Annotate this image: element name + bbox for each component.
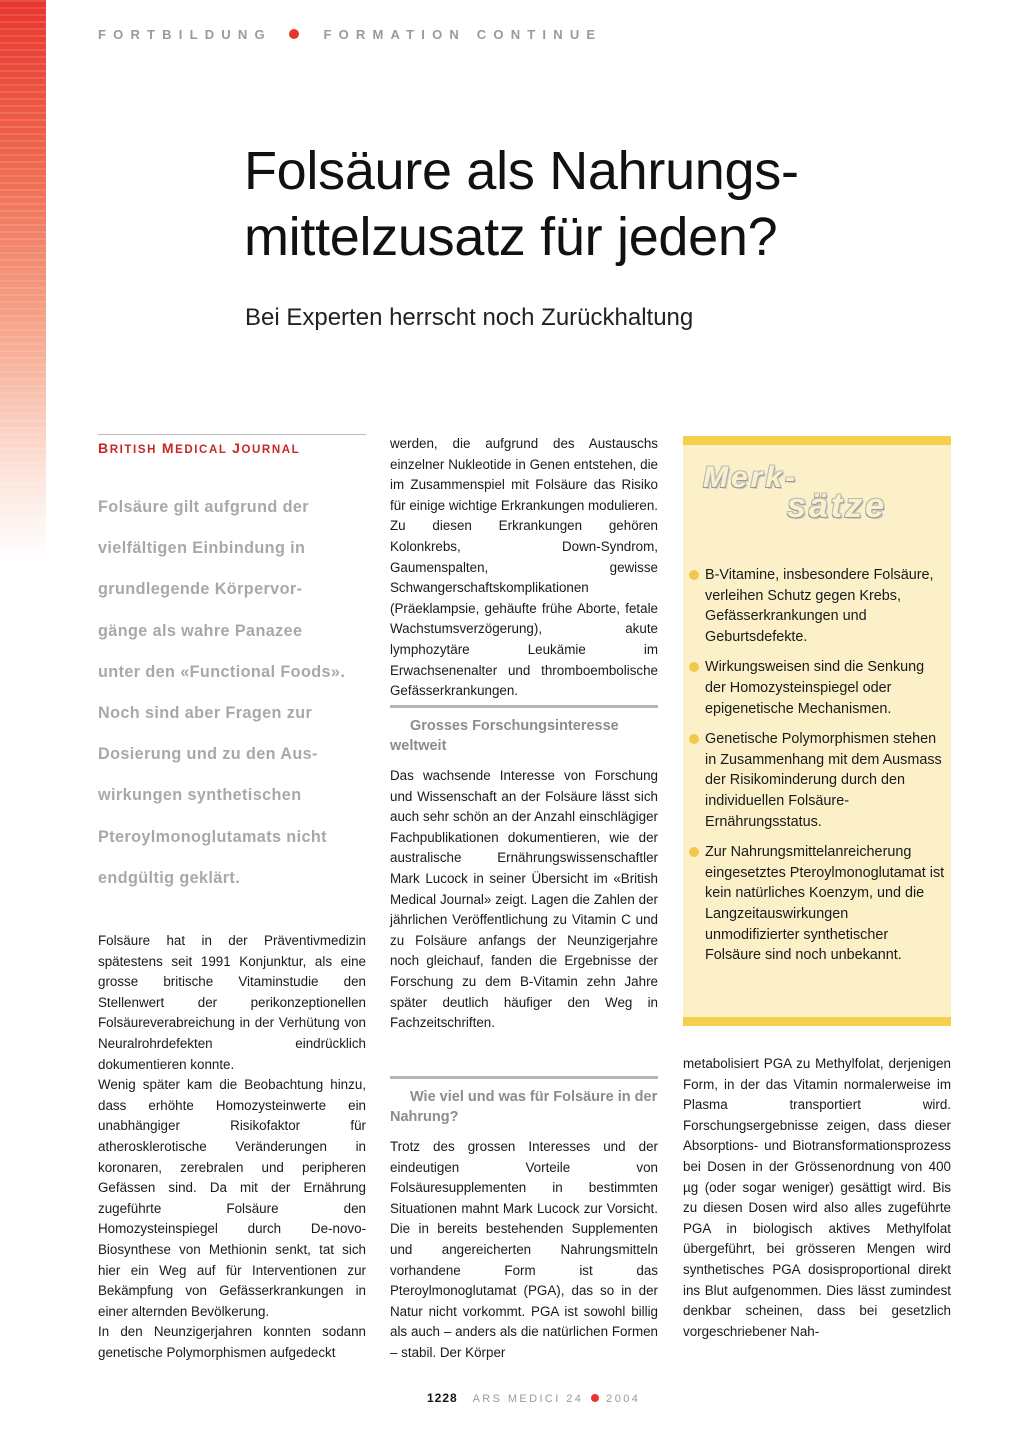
body-paragraph: Das wachsende Interesse von Forschung und Wissenschaft an der Folsäure lässt sich auch sehr schön an der Anzahl einschlägiger Fachpublikationen dokumentieren, wie der australische Ernährungswissenschaftler Mark Lucock in seiner Übersicht im «British Medical Journal» zeigt. Lagen die Zahlen der jährlichen Veröffentlichung zu Vitamin C und zu Folsäure anfangs der Neunzigerjahre noch gleichauf, fanden die Ergebnisse der Forschung zu dem B-Vitamin zehn Jahre später deutlich häufiger den Weg in Fachzeitschriften. (390, 768, 658, 1031)
bullet-icon (689, 734, 699, 744)
header-right: FORMATION CONTINUE (323, 27, 603, 42)
lead-paragraph: Folsäure gilt aufgrund der vielfältigen Einbindung in grundlegende Körpervor- gänge als wahre Panazee unter den «Functional Foods». Noch sind aber Fragen zur Dosierung und zu den Aus- wirkungen synthetischen Pteroylmonoglutamats nicht endgültig geklärt. (98, 498, 346, 887)
body-paragraph: Wenig später kam die Beobachtung hinzu, dass erhöhte Homozysteinwerte ein unabhängiger Risikofaktor für atherosklerotische Veränderungen in koronaren, zerebralen und peripheren Gefässen sind. Da mit der Ernährung zugeführte Folsäure den Homozysteinspiegel durch De-novo-Biosynthese von Methionin senkt, tat sich hier ein Weg auf für Interventionen zur Bekämpfung von Gefässerkrankungen in einer alternden Bevölkerung. (98, 1077, 366, 1319)
body-paragraph: In den Neunzigerjahren konnten sodann genetische Polymorphismen aufgedeckt (98, 1324, 366, 1360)
body-paragraph: werden, die aufgrund des Austauschs einzelner Nukleotide in Genen entstehen, die im Zusammenspiel mit Folsäure das Risiko für einige wichtige Erkrankungen modulieren. Zu diesen Erkrankungen gehören Kolonkrebs, Down-Syndrom, Gaumenspalten, gewisse Schwangerschaftskomplikationen (Präeklampsie, gehäufte frühe Aborte, fetale Wachstumsverzögerung), akute lymphozytäre Leukämie im Erwachsenenalter und thromboembolische Gefässerkrankungen. (390, 436, 658, 699)
list-item: B-Vitamine, insbesondere Folsäure, verleihen Schutz gegen Krebs, Gefässerkrankungen und Geburtsdefekte. (689, 565, 945, 647)
body-paragraph: Trotz des grossen Interesses und der eindeutigen Vorteile von Folsäuresupplementen in bestimmten Situationen mahnt Mark Lucock zur Vorsicht. Die in bereits bestehenden Supplementen und angereicherten Nahrungsmitteln vorhandene Form ist das Pteroylmonoglutamat (PGA), das so in der Natur nicht vorkommt. PGA ist sowohl billig als auch – anders als die natürlichen Formen – stabil. Der Körper (390, 1139, 658, 1360)
body-paragraph: Folsäure hat in der Präventivmedizin spätestens seit 1991 Konjunktur, als eine grosse britische Vitaminstudie den Stellenwert der perikonzeptionellen Folsäureverabreichung in der Verhütung von Neuralrohrdefekten eindrücklich dokumentieren konnte. (98, 933, 366, 1072)
source-divider (98, 434, 366, 435)
key-points-list (689, 565, 945, 976)
footer-dot-icon (591, 1394, 599, 1402)
box-title-line-2: sätze (787, 487, 888, 525)
decorative-side-bar (0, 0, 46, 560)
article-title (244, 138, 984, 270)
journal-name: ARS MEDICI 24 (472, 1393, 584, 1405)
section-heading-nutrition: Wie viel und was für Folsäure in der Nahrung? (390, 1076, 658, 1127)
key-points-box (683, 436, 951, 1026)
title-line-1: Folsäure als Nahrungs- (244, 141, 799, 201)
title-line-2: mittelzusatz für jeden? (244, 207, 778, 267)
list-item: Genetische Polymorphismen stehen in Zusammenhang mit dem Ausmass der Risikominderung durch den individuellen Folsäure-Ernährungsstatus. (689, 729, 945, 832)
list-item: Zur Nahrungsmittelanreicherung eingesetztes Pteroylmonoglutamat ist kein natürliches Koenzym, und die Langzeitauswirkungen unmodifizierter synthetischer Folsäure sind noch unbekannt. (689, 842, 945, 966)
bullet-icon (689, 570, 699, 580)
article-subtitle: Bei Experten herrscht noch Zurückhaltung (245, 304, 694, 331)
header-dot-icon (289, 29, 299, 39)
section-body-nutrition (390, 1137, 658, 1364)
source-label: BRITISH MEDICAL JOURNAL (98, 440, 301, 456)
journal-year: 2004 (606, 1393, 641, 1405)
section-heading-research: Grosses Forschungsinteresse weltweit (390, 705, 658, 756)
list-item: Wirkungsweisen sind die Senkung der Homozysteinspiegel oder epigenetische Mechanismen. (689, 657, 945, 719)
section-header (98, 27, 602, 42)
page-number: 1228 (427, 1391, 458, 1405)
page-footer (427, 1391, 640, 1405)
box-title-line-1: Merk- (703, 461, 799, 494)
bullet-icon (689, 662, 699, 672)
bullet-icon (689, 847, 699, 857)
body-column-2 (390, 434, 658, 702)
header-left: FORTBILDUNG (98, 27, 272, 42)
body-column-1 (98, 931, 366, 1363)
body-paragraph: metabolisiert PGA zu Methylfolat, derjenigen Form, in der das Vitamin normalerweise im Plasma transportiert wird. Forschungsergebnisse zeigen, dass dieser Absorptions- und Biotransformationsprozess bei Dosen in der Grössenordnung von 400 µg (oder sogar weniger) gesättigt wird. Bis zu diesen Dosen wird also alles zugeführte PGA in biologisch aktives Methylfolat übergeführt, bei grösseren Mengen wird synthetisches PGA dosisproportional direkt ins Blut aufgenommen. Dies lässt zumindest denkbar scheinen, dass bei gesetzlich vorgeschriebener Nah- (683, 1056, 951, 1339)
body-column-3 (683, 1054, 951, 1342)
section-body-research (390, 766, 658, 1034)
